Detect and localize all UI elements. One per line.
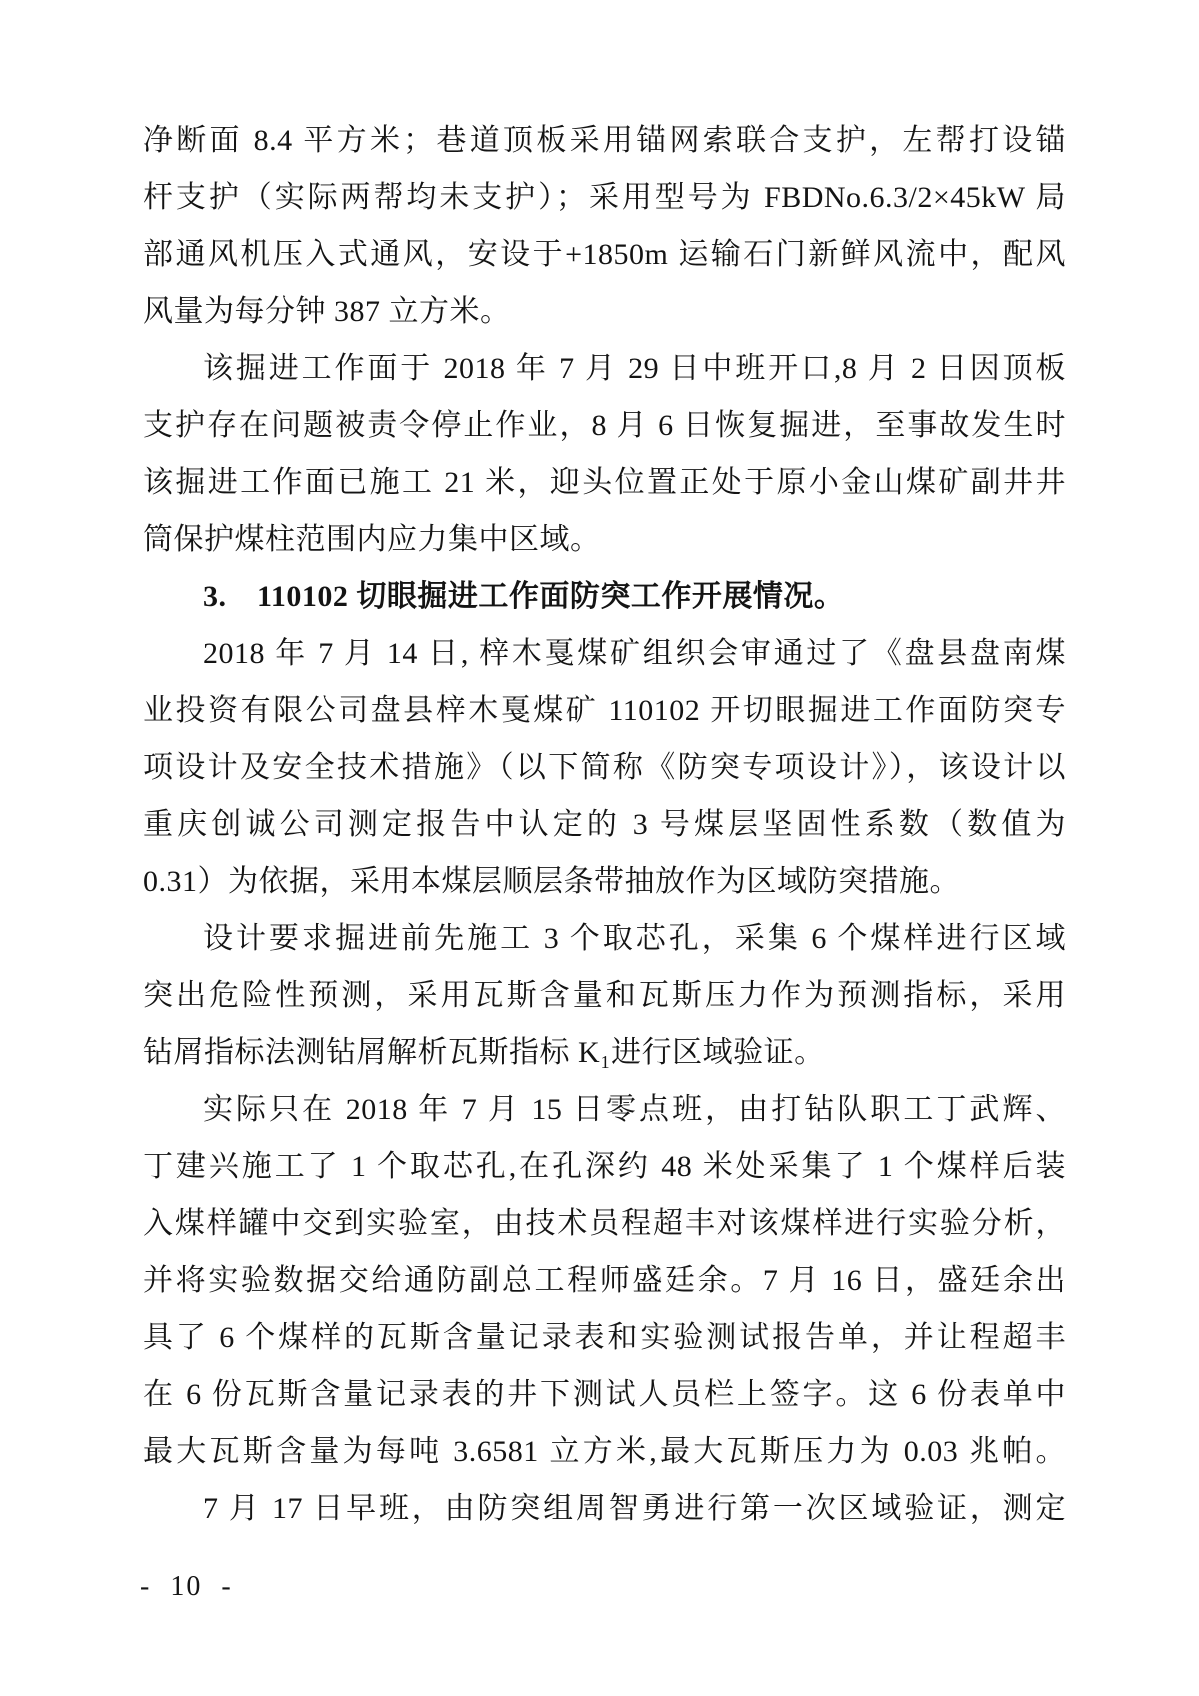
text-line: 突出危险性预测，采用瓦斯含量和瓦斯压力作为预测指标，采用 xyxy=(143,979,1066,1012)
document-body xyxy=(143,112,1066,1537)
text-line: 业投资有限公司盘县梓木戛煤矿 110102 开切眼掘进工作面防突专 xyxy=(143,694,1066,727)
text-line: 并将实验数据交给通防副总工程师盛廷余。7 月 16 日，盛廷余出 xyxy=(143,1264,1066,1297)
text-line: 7 月 17 日早班，由防突组周智勇进行第一次区域验证，测定 xyxy=(203,1492,1066,1525)
text-line: 在 6 份瓦斯含量记录表的井下测试人员栏上签字。这 6 份表单中 xyxy=(143,1378,1066,1411)
text-line: 实际只在 2018 年 7 月 15 日零点班，由打钻队职工丁武辉、 xyxy=(203,1093,1066,1126)
text-line: 重庆创诚公司测定报告中认定的 3 号煤层坚固性系数（数值为 xyxy=(143,808,1066,841)
text-line: 风量为每分钟 387 立方米。 xyxy=(143,295,511,328)
text-line: 设计要求掘进前先施工 3 个取芯孔，采集 6 个煤样进行区域 xyxy=(203,922,1066,955)
text-line: 项设计及安全技术措施》（以下简称《防突专项设计》），该设计以 xyxy=(143,751,1066,784)
text-line: 杆支护（实际两帮均未支护）；采用型号为 FBDNo.6.3/2×45kW 局 xyxy=(143,181,1066,214)
text-line: 最大瓦斯含量为每吨 3.6581 立方米,最大瓦斯压力为 0.03 兆帕。 xyxy=(143,1435,1066,1468)
text-line: 筒保护煤柱范围内应力集中区域。 xyxy=(143,523,601,556)
text-line: 入煤样罐中交到实验室，由技术员程超丰对该煤样进行实验分析， xyxy=(143,1207,1066,1240)
text-line: 钻屑指标法测钻屑解析瓦斯指标 K₁进行区域验证。 xyxy=(143,1036,825,1069)
text-line: 该掘进工作面于 2018 年 7 月 29 日中班开口,8 月 2 日因顶板 xyxy=(203,352,1066,385)
text-line: 具了 6 个煤样的瓦斯含量记录表和实验测试报告单，并让程超丰 xyxy=(143,1321,1066,1354)
text-line: 2018 年 7 月 14 日, 梓木戛煤矿组织会审通过了《盘县盘南煤 xyxy=(203,637,1066,670)
section-heading: 3. 110102 切眼掘进工作面防突工作开展情况。 xyxy=(203,580,845,613)
text-line: 部通风机压入式通风，安设于+1850m 运输石门新鲜风流中，配风 xyxy=(143,238,1066,271)
text-line: 丁建兴施工了 1 个取芯孔,在孔深约 48 米处采集了 1 个煤样后装 xyxy=(143,1150,1066,1183)
text-line: 0.31）为依据，采用本煤层顺层条带抽放作为区域防突措施。 xyxy=(143,865,960,898)
page-number: - 10 - xyxy=(140,1571,233,1602)
text-line: 支护存在问题被责令停止作业，8 月 6 日恢复掘进，至事故发生时 xyxy=(143,409,1066,442)
text-line: 该掘进工作面已施工 21 米，迎头位置正处于原小金山煤矿副井井 xyxy=(143,466,1066,499)
text-line: 净断面 8.4 平方米；巷道顶板采用锚网索联合支护，左帮打设锚 xyxy=(143,124,1066,157)
